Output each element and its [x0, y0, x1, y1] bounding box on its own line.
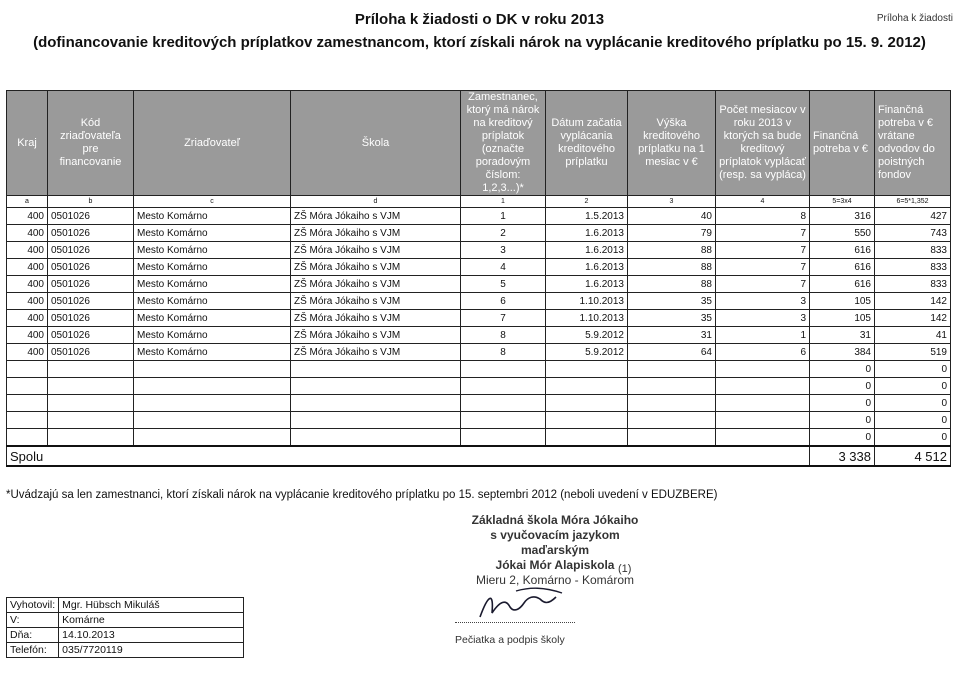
table-row [7, 293, 951, 310]
cell-pocet: 8 [716, 208, 810, 225]
total-financna: 3 338 [810, 446, 875, 466]
cell-financna-odvody: 0 [875, 412, 951, 429]
cell-financna-odvody: 519 [875, 344, 951, 361]
cell-zriadovatel: Mesto Komárno [134, 242, 291, 259]
header-row [7, 91, 951, 196]
index-cell: b [48, 196, 134, 208]
cell-financna: 0 [810, 429, 875, 447]
table-row [7, 310, 951, 327]
cell-datum [546, 361, 628, 378]
table-row [7, 327, 951, 344]
cell-kraj: 400 [7, 225, 48, 242]
cell-skola: ZŠ Móra Jókaiho s VJM [291, 276, 461, 293]
table-row [7, 259, 951, 276]
index-cell: 4 [716, 196, 810, 208]
cell-kod: 0501026 [48, 293, 134, 310]
cell-zamestnanec: 5 [461, 276, 546, 293]
cell-financna-odvody: 833 [875, 276, 951, 293]
cell-kraj [7, 378, 48, 395]
cell-kraj [7, 412, 48, 429]
cell-zriadovatel [134, 361, 291, 378]
index-cell: 5=3x4 [810, 196, 875, 208]
header-vyska: Výška kreditového príplatku na 1 mesiac v € [628, 91, 716, 196]
cell-financna-odvody: 427 [875, 208, 951, 225]
cell-financna: 616 [810, 259, 875, 276]
total-s-odvodmi: 4 512 [875, 446, 951, 466]
cell-datum: 1.5.2013 [546, 208, 628, 225]
cell-zriadovatel [134, 378, 291, 395]
cell-pocet: 3 [716, 310, 810, 327]
cell-skola [291, 378, 461, 395]
cell-kraj [7, 395, 48, 412]
index-cell: 6=5*1,352 [875, 196, 951, 208]
info-label: Vyhotovil: [7, 598, 59, 613]
info-label: Telefón: [7, 643, 59, 658]
cell-kraj: 400 [7, 259, 48, 276]
cell-datum: 1.10.2013 [546, 310, 628, 327]
cell-pocet: 7 [716, 276, 810, 293]
document-title: Príloha k žiadosti o DK v roku 2013 [354, 11, 605, 28]
cell-zamestnanec [461, 378, 546, 395]
cell-vyska [628, 378, 716, 395]
corner-label: Príloha k žiadosti [876, 13, 953, 24]
info-row [7, 628, 244, 643]
cell-pocet: 1 [716, 327, 810, 344]
cell-kraj: 400 [7, 327, 48, 344]
index-cell: 1 [461, 196, 546, 208]
school-stamp [455, 513, 655, 588]
table-row [7, 276, 951, 293]
cell-zamestnanec: 8 [461, 327, 546, 344]
cell-skola: ZŠ Móra Jókaiho s VJM [291, 259, 461, 276]
table-row [7, 225, 951, 242]
cell-kraj: 400 [7, 208, 48, 225]
cell-kod [48, 395, 134, 412]
index-cell: 3 [628, 196, 716, 208]
signature-label: Pečiatka a podpis školy [455, 634, 565, 646]
cell-skola [291, 395, 461, 412]
cell-pocet: 3 [716, 293, 810, 310]
cell-skola: ZŠ Móra Jókaiho s VJM [291, 208, 461, 225]
cell-financna-odvody: 142 [875, 293, 951, 310]
header-financna-s-odvodmi: Finančná potreba v € vrátane odvodov do poistných fondov [875, 91, 951, 196]
cell-financna-odvody: 833 [875, 242, 951, 259]
header-pocet-mesiacov: Počet mesiacov v roku 2013 v ktorých sa bude kreditový príplatok vyplácať (resp. sa vypláca) [716, 91, 810, 196]
cell-pocet [716, 361, 810, 378]
cell-vyska [628, 412, 716, 429]
stamp-line: Mieru 2, Komárno - Komárom [475, 573, 635, 587]
cell-zriadovatel: Mesto Komárno [134, 208, 291, 225]
cell-zamestnanec: 6 [461, 293, 546, 310]
cell-kod: 0501026 [48, 276, 134, 293]
stamp-line: Základná škola Móra Jókaiho [471, 513, 639, 527]
total-row [7, 446, 951, 466]
cell-skola [291, 412, 461, 429]
cell-kraj: 400 [7, 276, 48, 293]
cell-kod [48, 378, 134, 395]
cell-financna: 0 [810, 395, 875, 412]
cell-skola: ZŠ Móra Jókaiho s VJM [291, 344, 461, 361]
cell-datum [546, 395, 628, 412]
cell-kod: 0501026 [48, 344, 134, 361]
cell-financna-odvody: 833 [875, 259, 951, 276]
cell-kod: 0501026 [48, 259, 134, 276]
table-body [7, 208, 951, 447]
footnote: *Uvádzajú sa len zamestnanci, ktorí získali nárok na vyplácanie kreditového príplatku po 15. septembri 2012 (neboli uvedení v EDUZBERE) [6, 489, 718, 501]
cell-financna: 105 [810, 293, 875, 310]
stamp-line: s vyučovacím jazykom maďarským [490, 528, 620, 557]
cell-zamestnanec [461, 429, 546, 447]
cell-datum: 5.9.2012 [546, 327, 628, 344]
cell-vyska [628, 429, 716, 447]
cell-datum: 1.10.2013 [546, 293, 628, 310]
cell-kraj [7, 429, 48, 447]
data-table [6, 90, 951, 467]
cell-datum [546, 378, 628, 395]
cell-kraj: 400 [7, 310, 48, 327]
header-datum: Dátum začatia vyplácania kreditového príplatku [546, 91, 628, 196]
cell-skola: ZŠ Móra Jókaiho s VJM [291, 225, 461, 242]
cell-financna-odvody: 0 [875, 395, 951, 412]
cell-pocet [716, 412, 810, 429]
cell-financna-odvody: 41 [875, 327, 951, 344]
cell-vyska: 88 [628, 242, 716, 259]
info-row [7, 613, 244, 628]
cell-kod: 0501026 [48, 208, 134, 225]
stamp-number: (1) [618, 563, 632, 575]
table-row [7, 395, 951, 412]
cell-zamestnanec: 7 [461, 310, 546, 327]
cell-kod: 0501026 [48, 225, 134, 242]
cell-pocet [716, 429, 810, 447]
cell-financna-odvody: 0 [875, 378, 951, 395]
cell-vyska: 31 [628, 327, 716, 344]
signature-line [455, 622, 575, 623]
cell-financna: 0 [810, 361, 875, 378]
cell-financna: 0 [810, 378, 875, 395]
cell-skola: ZŠ Móra Jókaiho s VJM [291, 327, 461, 344]
index-cell: 2 [546, 196, 628, 208]
info-value: 14.10.2013 [59, 628, 244, 643]
cell-datum: 1.6.2013 [546, 242, 628, 259]
cell-skola [291, 429, 461, 447]
cell-skola: ZŠ Móra Jókaiho s VJM [291, 293, 461, 310]
cell-skola [291, 361, 461, 378]
table-row [7, 429, 951, 447]
cell-zriadovatel: Mesto Komárno [134, 276, 291, 293]
cell-vyska: 79 [628, 225, 716, 242]
cell-pocet: 7 [716, 225, 810, 242]
cell-zriadovatel: Mesto Komárno [134, 259, 291, 276]
cell-zriadovatel [134, 412, 291, 429]
cell-zriadovatel: Mesto Komárno [134, 344, 291, 361]
cell-vyska: 88 [628, 276, 716, 293]
cell-kod [48, 361, 134, 378]
info-label: Dňa: [7, 628, 59, 643]
cell-zamestnanec [461, 395, 546, 412]
cell-kod [48, 429, 134, 447]
cell-zamestnanec [461, 361, 546, 378]
cell-zamestnanec [461, 412, 546, 429]
cell-skola: ZŠ Móra Jókaiho s VJM [291, 242, 461, 259]
cell-datum: 1.6.2013 [546, 225, 628, 242]
header-zriadovatel: Zriaďovateľ [134, 91, 291, 196]
cell-zriadovatel: Mesto Komárno [134, 293, 291, 310]
cell-datum: 1.6.2013 [546, 276, 628, 293]
author-info-table [6, 597, 244, 658]
cell-vyska: 35 [628, 293, 716, 310]
cell-financna: 105 [810, 310, 875, 327]
info-value: Mgr. Hübsch Mikuláš [59, 598, 244, 613]
cell-financna: 384 [810, 344, 875, 361]
cell-vyska [628, 361, 716, 378]
stamp-line: Jókai Mór Alapiskola [495, 558, 615, 572]
document-subtitle: (dofinancovanie kreditových príplatkov zamestnancom, ktorí získali nárok na vyplácanie kreditového príplatku po 15. 9. 2012) [33, 34, 926, 51]
cell-pocet [716, 395, 810, 412]
cell-kraj [7, 361, 48, 378]
cell-vyska: 40 [628, 208, 716, 225]
cell-datum [546, 412, 628, 429]
cell-kraj: 400 [7, 242, 48, 259]
cell-zriadovatel [134, 395, 291, 412]
index-cell: d [291, 196, 461, 208]
table-row [7, 412, 951, 429]
cell-datum [546, 429, 628, 447]
table-row [7, 361, 951, 378]
info-label: V: [7, 613, 59, 628]
cell-zamestnanec: 8 [461, 344, 546, 361]
info-value: Komárne [59, 613, 244, 628]
cell-zriadovatel [134, 429, 291, 447]
cell-kod [48, 412, 134, 429]
cell-datum: 1.6.2013 [546, 259, 628, 276]
cell-financna: 316 [810, 208, 875, 225]
cell-financna-odvody: 743 [875, 225, 951, 242]
cell-kod: 0501026 [48, 242, 134, 259]
cell-financna: 31 [810, 327, 875, 344]
header-financna-potreba: Finančná potreba v € [810, 91, 875, 196]
cell-zriadovatel: Mesto Komárno [134, 327, 291, 344]
cell-datum: 5.9.2012 [546, 344, 628, 361]
info-value: 035/7720119 [59, 643, 244, 658]
cell-zamestnanec: 1 [461, 208, 546, 225]
header-zamestnanec: Zamestnanec, ktorý má nárok na kreditový príplatok (označte poradovým číslom: 1,2,3...)* [461, 91, 546, 196]
cell-kraj: 400 [7, 344, 48, 361]
table-row [7, 378, 951, 395]
cell-financna-odvody: 142 [875, 310, 951, 327]
cell-vyska: 64 [628, 344, 716, 361]
cell-pocet: 7 [716, 242, 810, 259]
table-row [7, 208, 951, 225]
cell-pocet: 7 [716, 259, 810, 276]
info-row [7, 598, 244, 613]
index-row [7, 196, 951, 208]
cell-kod: 0501026 [48, 327, 134, 344]
cell-financna: 550 [810, 225, 875, 242]
info-row [7, 643, 244, 658]
table-row [7, 242, 951, 259]
cell-zamestnanec: 4 [461, 259, 546, 276]
cell-zamestnanec: 2 [461, 225, 546, 242]
cell-financna-odvody: 0 [875, 429, 951, 447]
cell-zriadovatel: Mesto Komárno [134, 310, 291, 327]
header-kod: Kód zriaďovateľa pre financovanie [48, 91, 134, 196]
cell-vyska: 88 [628, 259, 716, 276]
cell-financna: 616 [810, 242, 875, 259]
cell-pocet [716, 378, 810, 395]
cell-kod: 0501026 [48, 310, 134, 327]
cell-financna-odvody: 0 [875, 361, 951, 378]
index-cell: a [7, 196, 48, 208]
cell-zamestnanec: 3 [461, 242, 546, 259]
header-skola: Škola [291, 91, 461, 196]
cell-vyska [628, 395, 716, 412]
cell-financna: 616 [810, 276, 875, 293]
index-cell: c [134, 196, 291, 208]
cell-kraj: 400 [7, 293, 48, 310]
cell-vyska: 35 [628, 310, 716, 327]
table-row [7, 344, 951, 361]
cell-pocet: 6 [716, 344, 810, 361]
header-kraj: Kraj [7, 91, 48, 196]
cell-skola: ZŠ Móra Jókaiho s VJM [291, 310, 461, 327]
total-label: Spolu [7, 446, 810, 466]
cell-zriadovatel: Mesto Komárno [134, 225, 291, 242]
signature-scribble [470, 583, 580, 623]
cell-financna: 0 [810, 412, 875, 429]
